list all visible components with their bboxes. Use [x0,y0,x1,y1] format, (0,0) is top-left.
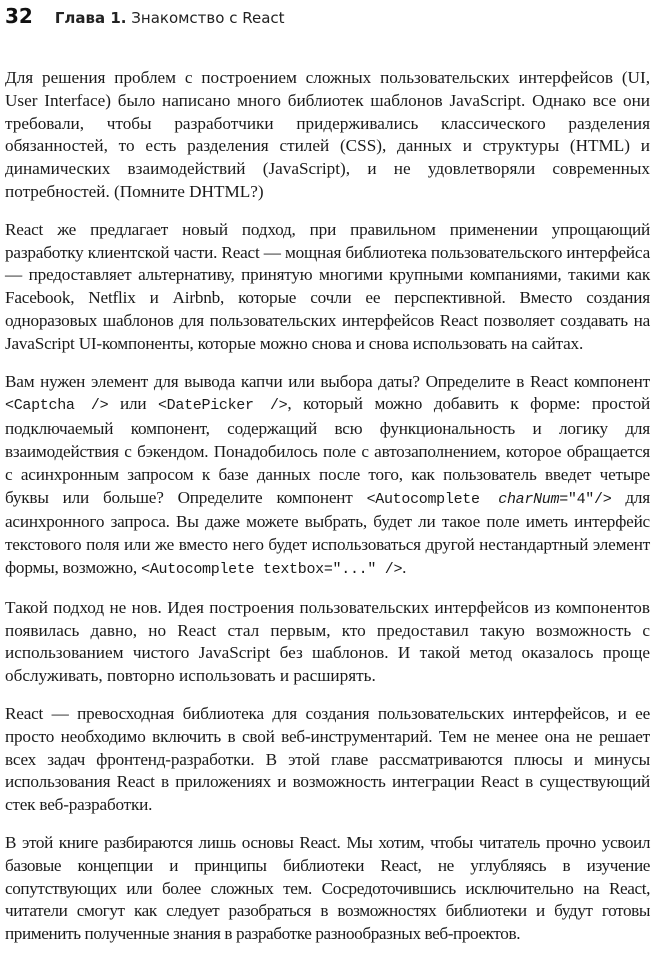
code-autocomplete-charnum [367,491,612,508]
paragraph-1: Для решения проблем с построением сложных пользовательских интерфейсов (UI, User Interface) было написано много библиотек шаблонов JavaScript. Однако все они требовали, чтобы разработчики придерживались классического разделения обязанностей, то есть разделения стилей (CSS), данных и структуры (HTML) и динамических взаимодействий (JavaScript), и не удовлетворяли современных потребностей. (Помните DHTML?) [5,68,650,201]
paragraph-3-text-5: . [402,557,407,577]
paragraph-4: Такой подход не нов. Идея построения пользовательских интерфейсов из компонентов появилась давно, но React стал первым, кто предоставил такую возможность с использованием чистого JavaScript без шаблонов. И такой метод оказалось проще обслуживать, повторно использовать и расширять. [5,597,650,686]
chapter-title: Знакомство с React [131,9,285,27]
paragraph-3 [5,371,650,582]
code-captcha: <Captcha /> [5,397,109,415]
paragraph-2: React же предлагает новый подход, при правильном применении упрощающий разработку клиентской части. React — мощная библиотека пользовательского интерфейса — предоставляет альтернативу, принятую многими крупными компаниями, такими как Facebook, Netflix и Airbnb, которые сочли ее перспективной. Вместо создания одноразовых шаблонов для пользовательских интерфейсов React позволяет создавать на JavaScript UI-компоненты, которые можно снова и снова использовать на сайтах. [5,219,650,353]
paragraph-5: React — превосходная библиотека для создания пользовательских интерфейсов, и ее просто необходимо включить в свой веб-инструментарий. Тем не менее она не решает всех задач фронтенд-разработки. В этой главе рассматриваются плюсы и минусы использования React в приложениях и возможность интеграции React в существующий стек веб-разработки. [5,703,650,815]
paragraph-3-text-2: или [108,394,158,414]
body-text [5,67,650,961]
paragraph-3-text-3: , который можно добавить к форме: простой подключаемый компонент, содержащий всю функциональность и логику для взаимодействия с бэкендом. Понадобилось поле с автозаполнением, которое обращается с асинхронным запросом к базе данных после того, как пользователь введет четыре буквы или больше? Определите компонент [5,394,650,507]
page-number: 32 [5,4,33,28]
code-charnum-attr: charNum [498,490,560,508]
running-header [5,4,285,34]
code-autocomplete-tag: <Autocomplete [366,490,499,508]
paragraph-3-text-1: Вам нужен элемент для вывода капчи или выбора даты? Определите в React компонент [5,371,650,391]
code-datepicker: <DatePicker /> [157,397,288,415]
code-charnum-value: ="4"/> [559,490,612,508]
paragraph-3-text-4: для асинхронного запроса. Вы даже можете выбрать, будет ли такое поле иметь интерфейс текстового поля или же вместо него будет использоваться другой нестандартный элемент формы, возможно, [5,487,650,577]
code-autocomplete-textbox: <Autocomplete textbox="..." /> [141,560,403,578]
running-head-title [55,9,285,27]
chapter-label: Глава 1. [54,9,127,27]
paragraph-6: В этой книге разбираются лишь основы React. Мы хотим, чтобы читатель прочно усвоил базовые концепции и принципы библиотеки React, не углубляясь в изучение сопутствующих или более сложных тем. Сосредоточившись исключительно на React, читатели смогут как следует разобраться в возможностях библиотеки и будут готовы применить полученные знания в разработке разнообразных веб-проектов. [5,832,650,944]
